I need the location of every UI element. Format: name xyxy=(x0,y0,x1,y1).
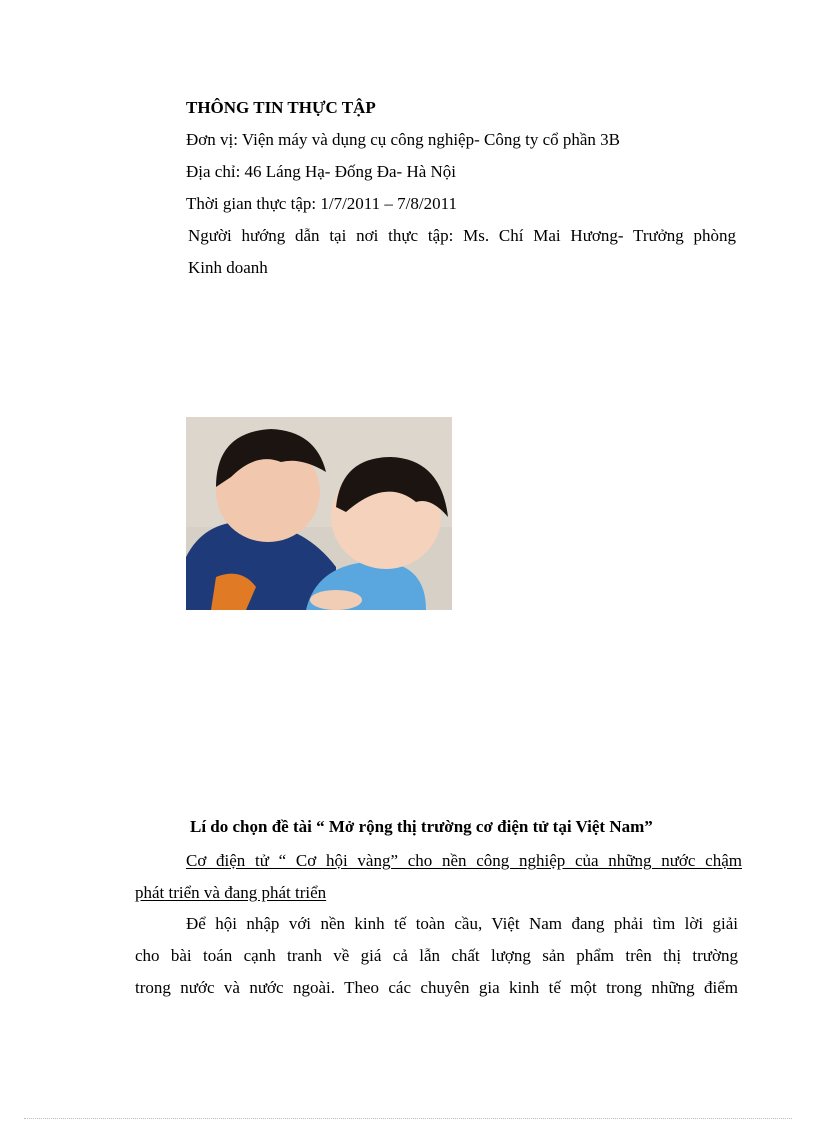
photo-two-babies xyxy=(186,417,452,610)
internship-heading: THÔNG TIN THỰC TẬP xyxy=(186,98,376,117)
babies-illustration xyxy=(186,417,452,610)
paragraph-line: cho bài toán cạnh tranh về giá cả lẫn chất lượng sản phẩm trên thị trường xyxy=(135,946,738,965)
supervisor-line-cont: Kinh doanh xyxy=(188,258,268,277)
section-title: Lí do chọn đề tài “ Mở rộng thị trường cơ điện tử tại Việt Nam” xyxy=(190,817,653,836)
paragraph-line: trong nước và nước ngoài. Theo các chuyên gia kinh tế một trong những điểm xyxy=(135,978,738,997)
section-subtitle-cont: phát triển và đang phát triển xyxy=(135,883,327,902)
supervisor-line: Người hướng dẫn tại nơi thực tập: Ms. Chí Mai Hương- Trưởng phòng xyxy=(188,226,736,245)
page-divider xyxy=(24,1118,792,1119)
paragraph-line: Để hội nhập với nền kinh tế toàn cầu, Việt Nam đang phải tìm lời giải xyxy=(186,914,738,933)
unit-line: Đơn vị: Viện máy và dụng cụ công nghiệp- Công ty cổ phần 3B xyxy=(186,130,621,149)
period-line: Thời gian thực tập: 1/7/2011 – 7/8/2011 xyxy=(186,194,457,213)
address-line: Địa chỉ: 46 Láng Hạ- Đống Đa- Hà Nội xyxy=(186,162,457,181)
section-subtitle: Cơ điện tử “ Cơ hội vàng” cho nền công nghiệp của những nước chậm xyxy=(186,851,742,870)
